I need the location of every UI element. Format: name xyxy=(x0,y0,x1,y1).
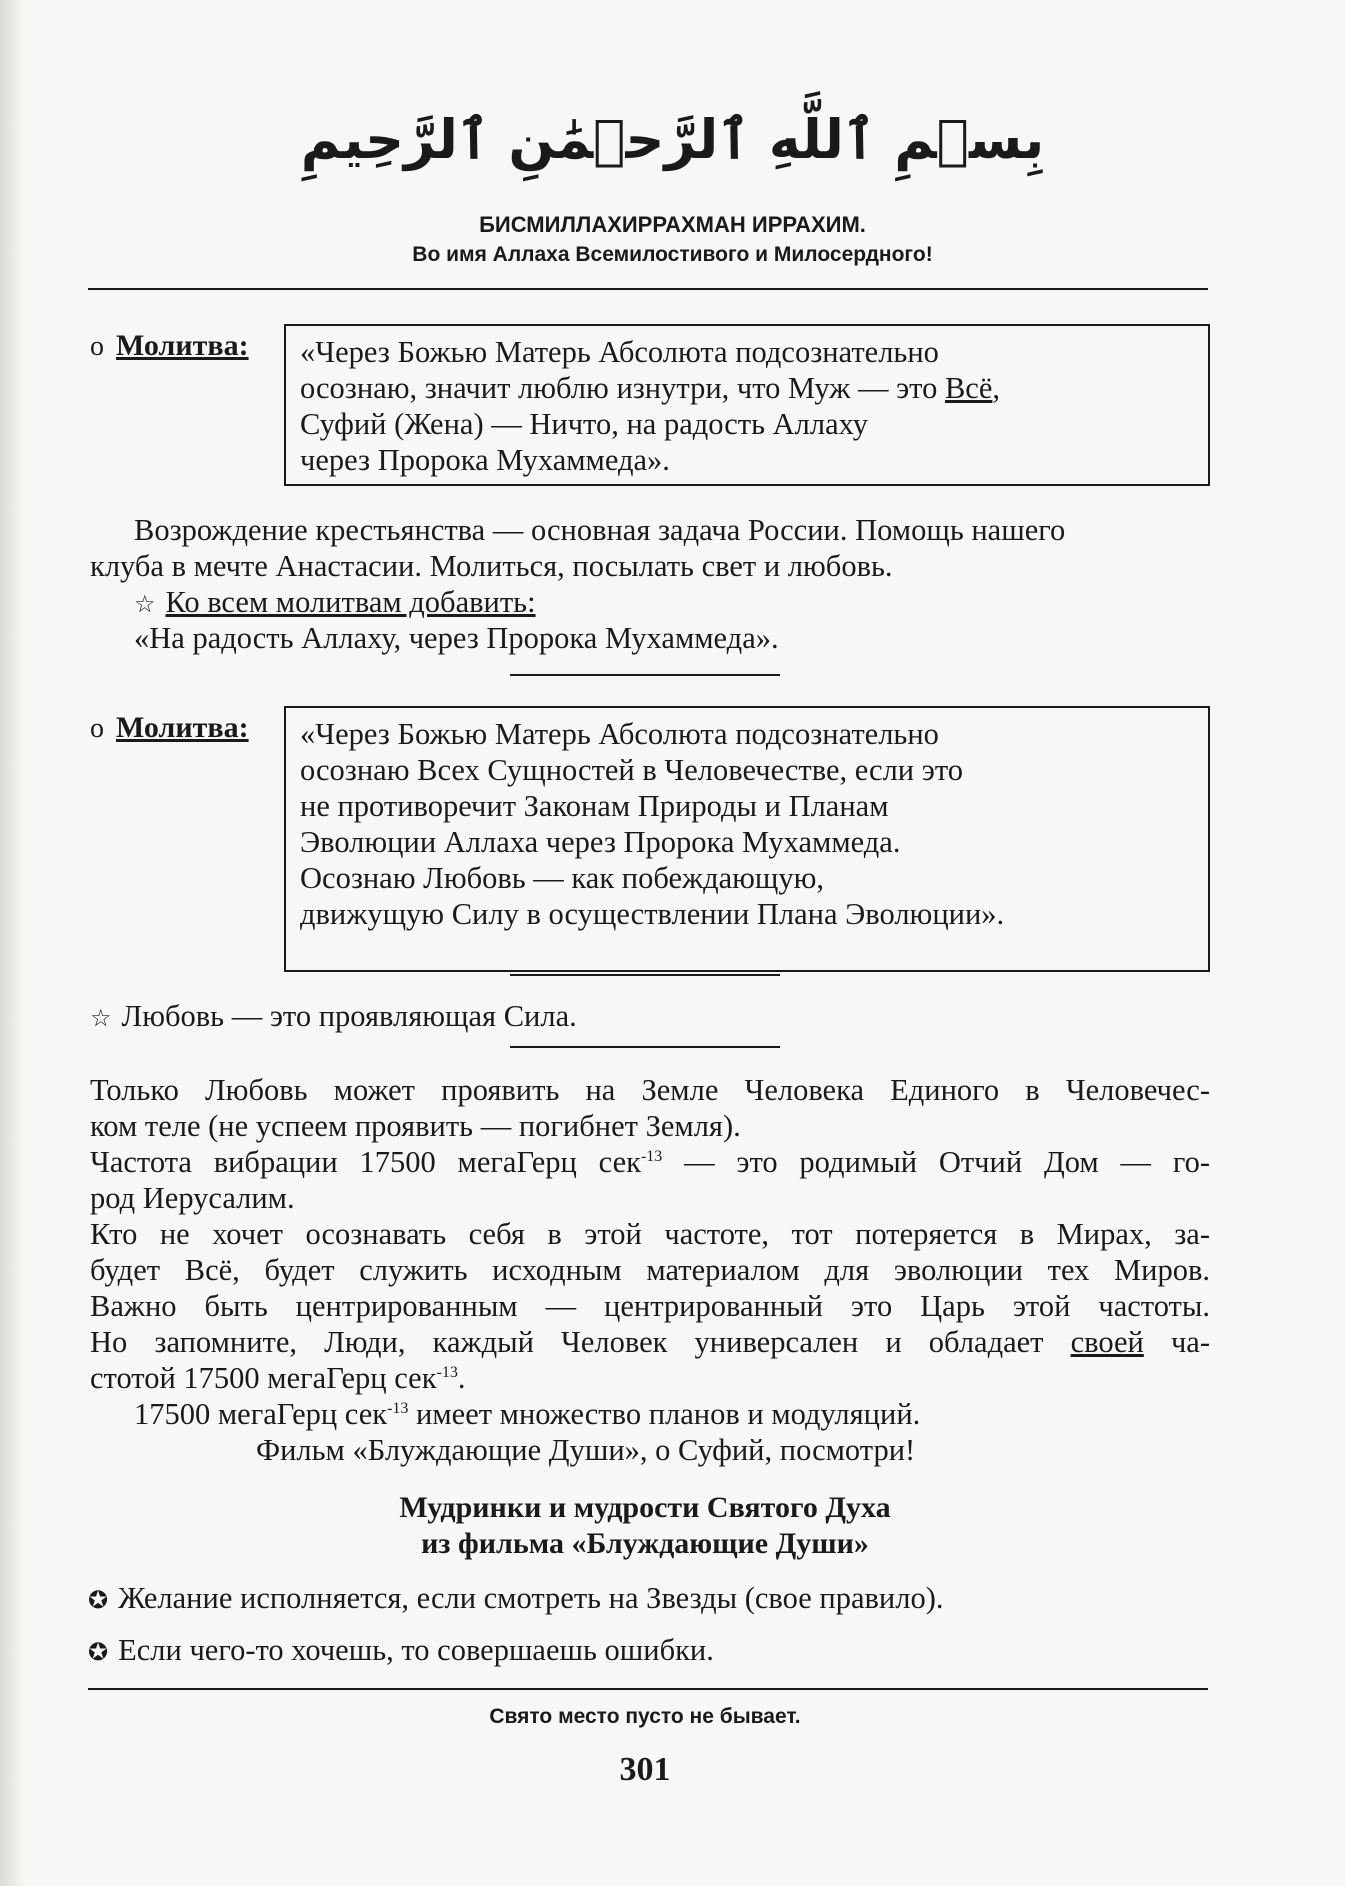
header-title: БИСМИЛЛАХИРРАХМАН ИРРАХИМ. xyxy=(479,212,866,237)
book-spine-shadow xyxy=(0,0,26,1886)
page-number: 301 xyxy=(619,1751,671,1788)
star-icon: ☆ xyxy=(134,590,156,618)
prayer-line: «Через Божью Матерь Абсолюта подсознательно xyxy=(300,335,939,369)
star-badge-icon: ✪ xyxy=(88,1638,109,1666)
prayer-line: Осознаю Любовь — как побеждающую, xyxy=(300,861,825,895)
prayer-line: осознаю, значит люблю изнутри, что Муж — это Всё, xyxy=(300,371,1001,405)
prayer-line: движущую Силу в осуществлении Плана Эволюции». xyxy=(300,897,1005,931)
prayer-line: через Пророка Мухаммеда». xyxy=(300,443,670,477)
love-statement: ☆ Любовь — это проявляющая Сила. xyxy=(90,999,577,1033)
star-icon: ☆ xyxy=(90,1004,112,1032)
basmala-calligraphy: بِسۡمِ ٱللَّهِ ٱلرَّحۡمَٰنِ ٱلرَّحِيمِ xyxy=(300,108,1045,171)
prayer-line: «Через Божью Матерь Абсолюта подсознательно xyxy=(300,717,939,751)
add-label: Ко всем молитвам добавить: xyxy=(165,585,536,619)
prayer-box xyxy=(284,324,1210,486)
prayer-marker: o xyxy=(90,713,104,744)
body-line: Кто не хочет осознавать себя в этой частоте, тот потеряется в Мирах, за- xyxy=(90,1217,1210,1251)
wisdom-subheading: из фильма «Блуждающие Души» xyxy=(421,1527,869,1560)
prayer-label xyxy=(90,328,249,365)
footer-saying: Свято место пусто не бывает. xyxy=(489,1705,801,1728)
body-line: Важно быть центрированным — центрированный это Царь этой частоты. xyxy=(90,1289,1210,1323)
prayer-label xyxy=(90,710,249,747)
prayer-box xyxy=(284,706,1210,972)
section-divider xyxy=(510,974,780,976)
body-line: ком теле (не успеем проявить — погибнет Земля). xyxy=(90,1109,741,1143)
body-line: Только Любовь может проявить на Земле Человека Единого в Человечес- xyxy=(90,1073,1210,1107)
body-line: стотой 17500 мегаГерц сек$^{-13}$. xyxy=(90,1361,466,1395)
paragraph-line: клуба в мечте Анастасии. Молиться, посылать свет и любовь. xyxy=(90,549,893,583)
prayer-line: осознаю Всех Сущностей в Человечестве, если это xyxy=(300,753,964,787)
star-badge-icon: ✪ xyxy=(88,1586,109,1614)
paragraph-line: Возрождение крестьянства — основная задача России. Помощь нашего xyxy=(134,513,1066,547)
section-divider xyxy=(510,1046,780,1048)
wisdom-heading: Мудринки и мудрости Святого Духа xyxy=(399,1491,891,1524)
body-line: 17500 мегаГерц сек$^{-13}$ имеет множество планов и модуляций. xyxy=(134,1397,921,1431)
body-line: будет Всё, будет служить исходным материалом для эволюции тех Миров. xyxy=(90,1253,1210,1287)
film-recommendation: Фильм «Блуждающие Души», о Суфий, посмотри! xyxy=(256,1433,916,1467)
add-text: «На радость Аллаху, через Пророка Мухаммеда». xyxy=(134,621,779,655)
underlined-word: Всё xyxy=(944,371,993,405)
prayer-label-text: Молитва: xyxy=(116,329,249,362)
wisdom-item: ✪ Если чего-то хочешь, то совершаешь ошибки. xyxy=(88,1633,714,1667)
body-line: Частота вибрации 17500 мегаГерц сек$^{-13}$ — это родимый Отчий Дом — го- xyxy=(90,1145,1210,1179)
prayer-line: Эволюции Аллаха через Пророка Мухаммеда. xyxy=(300,825,901,859)
footer-rule xyxy=(88,1688,1208,1690)
prayer-marker: o xyxy=(90,331,104,362)
body-line: род Иерусалим. xyxy=(90,1181,295,1215)
add-to-prayers-line xyxy=(134,584,536,622)
prayer-line: не противоречит Законам Природы и Планам xyxy=(300,789,889,823)
prayer-label-text: Молитва: xyxy=(116,711,249,744)
wisdom-item: ✪ Желание исполняется, если смотреть на Звезды (свое правило). xyxy=(88,1581,944,1615)
header-rule xyxy=(88,288,1208,290)
prayer-line: Суфий (Жена) — Ничто, на радость Аллаху xyxy=(300,407,869,441)
header-subtitle: Во имя Аллаха Всемилостивого и Милосердного! xyxy=(412,243,933,266)
body-line: Но запомните, Люди, каждый Человек универсален и обладает своей ча- xyxy=(90,1325,1210,1359)
section-divider xyxy=(510,674,780,676)
